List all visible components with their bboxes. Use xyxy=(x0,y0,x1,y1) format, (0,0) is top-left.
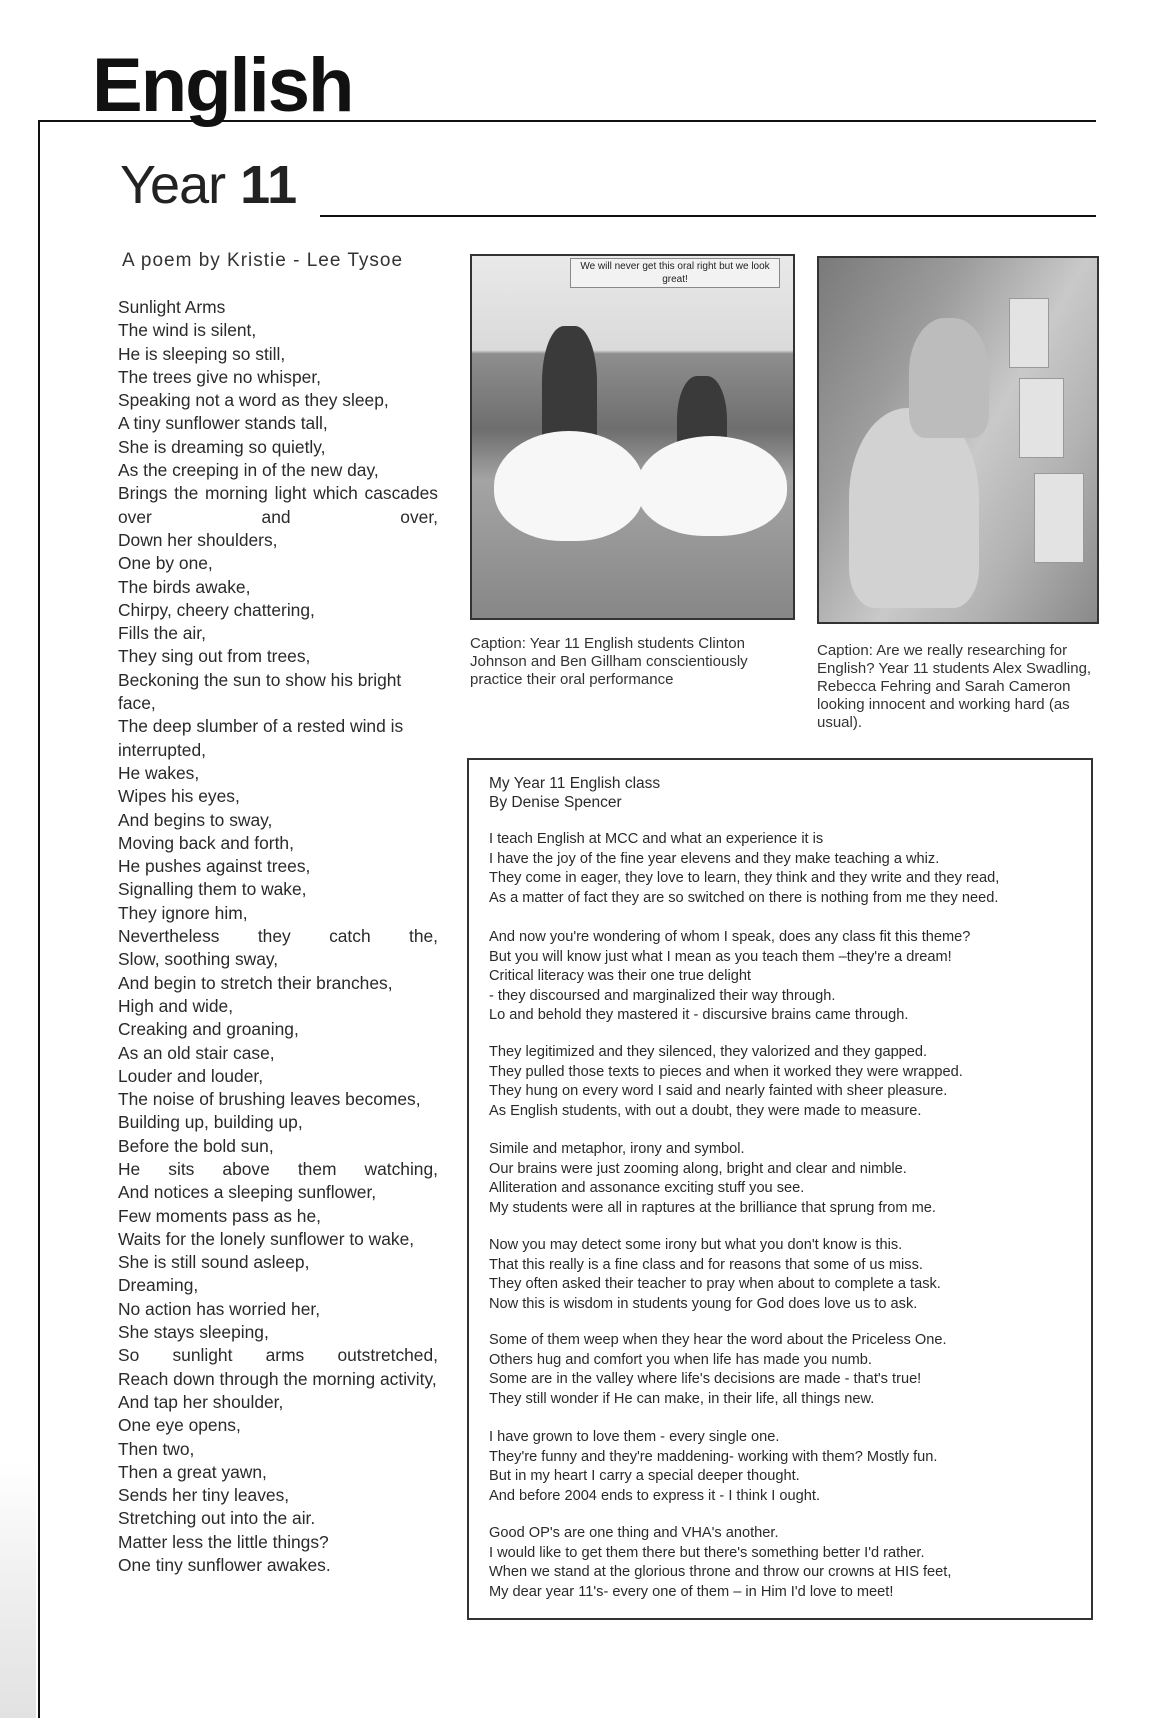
stanza-line: Some are in the valley where life's decisions are made - that's true! xyxy=(489,1371,922,1387)
poem-line: Sends her tiny leaves, xyxy=(118,1485,290,1506)
stanza-line: Now you may detect some irony but what you don't know is this. xyxy=(489,1237,903,1253)
poem-line: Matter less the little things? xyxy=(118,1531,329,1552)
poem-line: Sunlight Arms xyxy=(118,297,226,317)
stanza-line: And now you're wondering of whom I speak, does any class fit this theme? xyxy=(489,929,971,945)
poem-line: The noise of brushing leaves becomes, xyxy=(118,1089,421,1110)
poem-line: One tiny sunflower awakes. xyxy=(118,1555,331,1576)
poem-line: Signalling them to wake, xyxy=(118,879,307,900)
stanza-line: Others hug and comfort you when life has made you numb. xyxy=(489,1351,872,1368)
stanza-line: Good OP's are one thing and VHA's another. xyxy=(489,1525,779,1541)
poem-line: The trees give no whisper, xyxy=(118,366,321,387)
poem-line: Then two, xyxy=(118,1438,195,1459)
class-poem-box xyxy=(467,758,1093,1620)
poem-line: He wakes, xyxy=(118,762,200,783)
poem-line: As an old stair case, xyxy=(118,1042,275,1063)
poem-line: Before the bold sun, xyxy=(118,1135,274,1156)
poem-line: Building up, building up, xyxy=(118,1112,303,1133)
stanza-line: Some of them weep when they hear the word about the Priceless One. xyxy=(489,1332,947,1348)
page-border-left xyxy=(38,122,40,1718)
stanza-line: They still wonder if He can make, in their life, all things new. xyxy=(489,1390,875,1407)
student-figure xyxy=(849,408,979,608)
stanza-line: Lo and behold they mastered it - discursive brains came through. xyxy=(489,1007,909,1023)
stanza-line: But you will know just what I mean as you teach them –they're a dream! xyxy=(489,948,952,965)
stanza-line: My students were all in raptures at the brilliance that sprung from me. xyxy=(489,1199,936,1216)
stanza-line: As English students, with out a doubt, they were made to measure. xyxy=(489,1102,922,1119)
stanza-line: When we stand at the glorious throne and throw our crowns at HIS feet, xyxy=(489,1564,952,1580)
poem-line: She is dreaming so quietly, xyxy=(118,436,326,457)
photo-oral-performance xyxy=(470,254,795,620)
poem-line: Then a great yawn, xyxy=(118,1461,267,1482)
poem-line: As the creeping in of the new day, xyxy=(118,460,379,481)
stanza xyxy=(489,1236,1089,1314)
poem-line: Creaking and groaning, xyxy=(118,1019,299,1040)
stanza-line: And before 2004 ends to express it - I think I ought. xyxy=(489,1487,820,1504)
photo-banner: We will never get this oral right but we look great! xyxy=(570,258,780,288)
computer-monitor xyxy=(1009,298,1049,368)
poem-line: Reach down through the morning activity, xyxy=(118,1368,437,1389)
photo-caption: Caption: Year 11 English students Clinton Johnson and Ben Gillham conscientiously practice their oral performance xyxy=(470,635,748,688)
scan-edge-shadow xyxy=(0,1460,36,1718)
poem-line: No action has worried her, xyxy=(118,1298,321,1319)
poem-line: He sits above them watching, xyxy=(118,1158,438,1179)
poem-line: High and wide, xyxy=(118,995,234,1016)
poem-line: They sing out from trees, xyxy=(118,646,311,667)
stanza xyxy=(489,928,1089,1026)
section-title-number: 11 xyxy=(240,155,298,215)
stanza-line: They legitimized and they silenced, they valorized and they gapped. xyxy=(489,1044,928,1060)
section-title-year: Year xyxy=(120,155,226,215)
stanza-line: But in my heart I carry a special deeper thought. xyxy=(489,1468,800,1484)
computer-monitor xyxy=(1034,473,1084,563)
poem-line: Nevertheless they catch the, xyxy=(118,926,438,947)
poem-line: Wipes his eyes, xyxy=(118,786,240,807)
class-poem-title: My Year 11 English class xyxy=(489,775,661,792)
stanza-line: My dear year 11's- every one of them – in Him I'd love to meet! xyxy=(489,1583,894,1600)
stanza-line: Critical literacy was their one true delight xyxy=(489,968,751,984)
poem-line: She stays sleeping, xyxy=(118,1322,269,1343)
poem-line: Waits for the lonely sunflower to wake, xyxy=(118,1228,415,1249)
poem-line: The wind is silent, xyxy=(118,320,257,341)
poem-line: And begins to sway, xyxy=(118,809,273,830)
poem-line: Slow, soothing sway, xyxy=(118,949,279,970)
stanza-line: They often asked their teacher to pray when about to complete a task. xyxy=(489,1276,941,1292)
stanza-line: They hung on every word I said and nearly fainted with sheer pleasure. xyxy=(489,1083,948,1099)
stanza-line: They come in eager, they love to learn, they think and they write and they read, xyxy=(489,870,1000,886)
stanza-line: Simile and metaphor, irony and symbol. xyxy=(489,1141,745,1157)
photo-caption: Caption: Are we really researching for English? Year 11 students Alex Swadling, Rebecca Fehring and Sarah Cameron looking innocent and working hard (as usual). xyxy=(817,642,1092,731)
poem-line: The birds awake, xyxy=(118,576,251,597)
poem-line: And begin to stretch their branches, xyxy=(118,972,393,993)
poem-line: Louder and louder, xyxy=(118,1065,264,1086)
poem-line: The deep slumber of a rested wind is interrupted, xyxy=(118,716,404,760)
tutu-shape xyxy=(637,436,787,536)
stanza xyxy=(489,1043,1089,1121)
tutu-shape xyxy=(494,431,644,541)
poem-line: Dreaming, xyxy=(118,1275,199,1296)
student-figure xyxy=(909,318,989,438)
page-title: English xyxy=(92,43,353,128)
poem-line: Moving back and forth, xyxy=(118,832,294,853)
stanza xyxy=(489,1331,1089,1409)
computer-monitor xyxy=(1019,378,1064,458)
stanza xyxy=(489,1428,1089,1506)
photo-computer-lab xyxy=(817,256,1099,624)
poem-byline: A poem by Kristie - Lee Tysoe xyxy=(122,250,404,271)
section-title xyxy=(120,155,298,215)
poem-line: Beckoning the sun to show his bright face, xyxy=(118,669,402,714)
poem-line: Few moments pass as he, xyxy=(118,1205,321,1226)
stanza-line: I have the joy of the fine year elevens and they make teaching a whiz. xyxy=(489,850,940,867)
stanza-line: As a matter of fact they are so switched on there is nothing from me they need. xyxy=(489,889,999,906)
poem-line: And tap her shoulder, xyxy=(118,1391,284,1412)
stanza-line: They pulled those texts to pieces and when it worked they were wrapped. xyxy=(489,1063,963,1080)
poem-line: He is sleeping so still, xyxy=(118,343,286,364)
stanza-line: - they discoursed and marginalized their way through. xyxy=(489,987,836,1004)
class-poem-heading xyxy=(489,774,660,812)
stanza xyxy=(489,1140,1089,1218)
stanza-line: Our brains were just zooming along, bright and clear and nimble. xyxy=(489,1160,907,1177)
poem-line: And notices a sleeping sunflower, xyxy=(118,1182,377,1203)
stanza xyxy=(489,830,1089,908)
poem-line: She is still sound asleep, xyxy=(118,1252,310,1273)
poem-text xyxy=(118,296,438,1577)
poem-line: He pushes against trees, xyxy=(118,856,311,877)
stanza-line: I would like to get them there but there's something better I'd rather. xyxy=(489,1544,925,1561)
stanza-line: Alliteration and assonance exciting stuff you see. xyxy=(489,1180,805,1196)
poem-line: A tiny sunflower stands tall, xyxy=(118,413,328,434)
poem-line: Chirpy, cheery chattering, xyxy=(118,599,315,620)
poem-line: Down her shoulders, xyxy=(118,529,278,550)
stanza-line: I have grown to love them - every single one. xyxy=(489,1429,780,1445)
stanza-line: They're funny and they're maddening- working with them? Mostly fun. xyxy=(489,1448,938,1465)
poem-line: Stretching out into the air. xyxy=(118,1508,316,1529)
stanza-line: I teach English at MCC and what an experience it is xyxy=(489,831,824,847)
poem-line: Speaking not a word as they sleep, xyxy=(118,390,389,411)
poem-line: One eye opens, xyxy=(118,1415,241,1436)
section-rule xyxy=(320,215,1096,217)
stanza-line: Now this is wisdom in students young for God does love us to ask. xyxy=(489,1295,918,1312)
stanza-line: That this really is a fine class and for reasons that some of us miss. xyxy=(489,1256,923,1273)
poem-line: One by one, xyxy=(118,553,213,574)
poem-line: Fills the air, xyxy=(118,623,206,644)
poem-line: Brings the morning light which cascades over and over, xyxy=(118,483,438,527)
class-poem-author: By Denise Spencer xyxy=(489,794,622,811)
stanza xyxy=(489,1524,1089,1602)
poem-line: So sunlight arms outstretched, xyxy=(118,1345,438,1366)
poem-line: They ignore him, xyxy=(118,902,248,923)
